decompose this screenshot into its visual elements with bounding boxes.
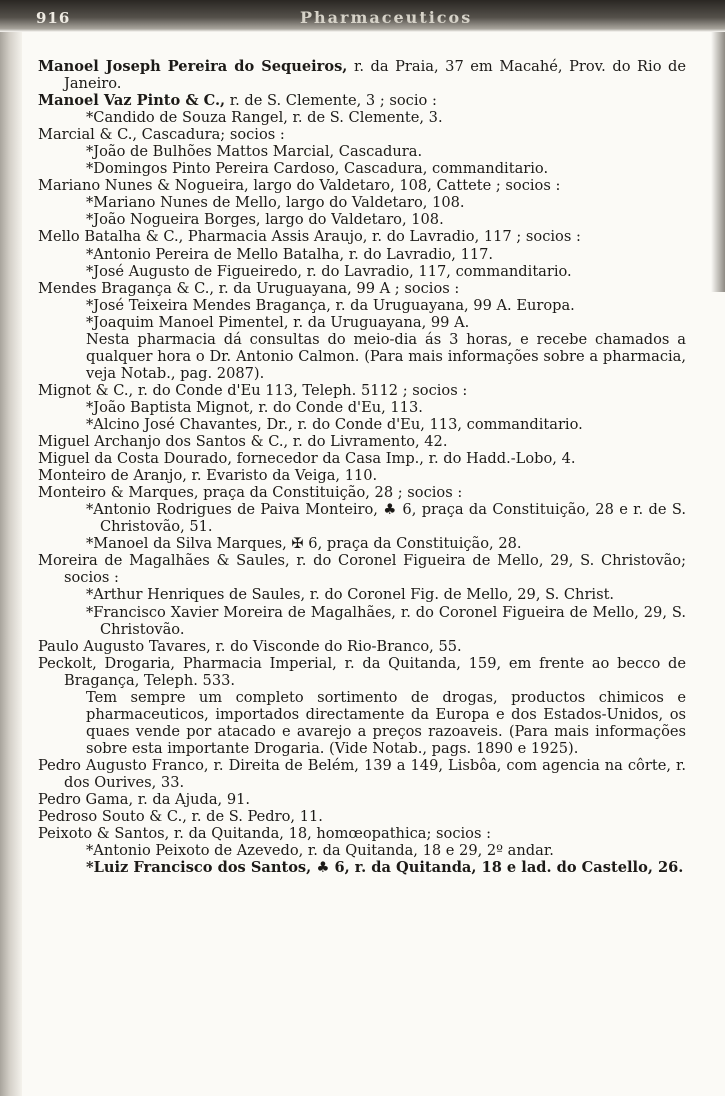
directory-entry bbox=[38, 92, 686, 109]
entry-details: Mendes Bragança & C., r. da Uruguayana, 99 A ; socios : bbox=[38, 279, 460, 297]
directory-entry bbox=[38, 655, 686, 689]
directory-entry bbox=[38, 791, 686, 808]
partner-entry: *Domingos Pinto Pereira Cardoso, Cascadura, commanditario. bbox=[86, 160, 549, 178]
directory-entry bbox=[38, 228, 686, 245]
directory-listing bbox=[38, 58, 686, 876]
entry-details: Miguel da Costa Dourado, fornecedor da Casa Imp., r. do Hadd.-Lobo, 4. bbox=[38, 450, 576, 468]
directory-entry bbox=[38, 280, 686, 297]
running-head: Pharmaceuticos bbox=[300, 8, 473, 27]
entry-details: Paulo Augusto Tavares, r. do Visconde do Rio-Branco, 55. bbox=[38, 637, 462, 655]
partner-entry: *Antonio Peixoto de Azevedo, r. da Quitanda, 18 e 29, 2º andar. bbox=[86, 842, 554, 860]
directory-entry bbox=[38, 177, 686, 194]
directory-entry bbox=[38, 757, 686, 791]
partner-entry: *João Nogueira Borges, largo do Valdetaro, 108. bbox=[86, 211, 444, 229]
binding-shadow bbox=[0, 32, 22, 1096]
entry-details: r. de S. Clemente, 3 ; socio : bbox=[225, 92, 437, 110]
partner-entry: *Alcino José Chavantes, Dr., r. do Conde d'Eu, 113, commanditario. bbox=[86, 415, 583, 433]
page-edge-shadow bbox=[711, 32, 725, 292]
page-number: 916 bbox=[36, 9, 71, 27]
entry-name: Manoel Vaz Pinto & C., bbox=[38, 92, 226, 110]
entry-note: Tem sempre um completo sortimento de drogas, productos chimicos e pharmaceuticos, importados directamente da Europa e dos Estados-Unidos, os quaes vende por atacado e avarejo a preços razoaveis. (Para mais informações sobre esta importante Drogaria. (Vide Notab., pags. 1890 e 1925). bbox=[86, 688, 686, 757]
entry-details: Pedro Augusto Franco, r. Direita de Belém, 139 a 149, Lisbôa, com agencia na côrte, r. dos Ourives, 33. bbox=[38, 756, 686, 791]
directory-entry bbox=[38, 467, 686, 484]
partner-entry: *Francisco Xavier Moreira de Magalhães, r. do Coronel Figueira de Mello, 29, S. Christovão. bbox=[86, 603, 686, 638]
entry-details: Mello Batalha & C., Pharmacia Assis Araujo, r. do Lavradio, 117 ; socios : bbox=[38, 228, 581, 246]
entry-details: Miguel Archanjo dos Santos & C., r. do Livramento, 42. bbox=[38, 433, 448, 451]
partner-entry: *João Baptista Mignot, r. do Conde d'Eu, 113. bbox=[86, 398, 423, 416]
entry-details: Marcial & C., Cascadura; socios : bbox=[38, 126, 285, 144]
page-header bbox=[0, 0, 725, 32]
directory-entry bbox=[38, 382, 686, 399]
partner-entry: *Antonio Rodrigues de Paiva Monteiro, ♣ 6, praça da Constituição, 28 e r. de S. Christovão, 51. bbox=[86, 501, 686, 536]
directory-entry bbox=[38, 126, 686, 143]
directory-entry bbox=[38, 808, 686, 825]
partner-entry: *José Teixeira Mendes Bragança, r. da Uruguayana, 99 A. Europa. bbox=[86, 296, 575, 314]
entry-details: Peckolt, Drogaria, Pharmacia Imperial, r. da Quitanda, 159, em frente ao becco de Bragança, Teleph. 533. bbox=[38, 654, 686, 689]
partner-entry: *Mariano Nunes de Mello, largo do Valdetaro, 108. bbox=[86, 194, 465, 212]
entry-details: Peixoto & Santos, r. da Quitanda, 18, homœopathica; socios : bbox=[38, 825, 492, 843]
directory-entry bbox=[38, 58, 686, 92]
directory-entry bbox=[38, 484, 686, 501]
directory-entry bbox=[38, 433, 686, 450]
entry-details: Pedroso Souto & C., r. de S. Pedro, 11. bbox=[38, 808, 323, 826]
partner-entry: *Antonio Pereira de Mello Batalha, r. do Lavradio, 117. bbox=[86, 245, 494, 263]
entry-details: Pedro Gama, r. da Ajuda, 91. bbox=[38, 791, 251, 809]
partner-entry: *Arthur Henriques de Saules, r. do Coronel Fig. de Mello, 29, S. Christ. bbox=[86, 586, 615, 604]
entry-details: Monteiro de Aranjo, r. Evaristo da Veiga, 110. bbox=[38, 467, 378, 485]
partner-entry: *José Augusto de Figueiredo, r. do Lavradio, 117, commanditario. bbox=[86, 262, 572, 280]
partner-entry: *Manoel da Silva Marques, ✠ 6, praça da Constituição, 28. bbox=[86, 535, 522, 553]
partner-entry: *Joaquim Manoel Pimentel, r. da Uruguayana, 99 A. bbox=[86, 313, 470, 331]
entry-name: Manoel Joseph Pereira do Sequeiros, bbox=[38, 58, 348, 75]
entry-details: r. da Praia, 37 em Macahé, Prov. do Rio de Janeiro. bbox=[64, 58, 687, 93]
directory-entry bbox=[38, 638, 686, 655]
entry-details: Moreira de Magalhães & Saules, r. do Coronel Figueira de Mello, 29, S. Christovão; socios : bbox=[38, 552, 686, 587]
entry-details: Mignot & C., r. do Conde d'Eu 113, Teleph. 5112 ; socios : bbox=[38, 381, 468, 399]
entry-details: Monteiro & Marques, praça da Constituição, 28 ; socios : bbox=[38, 484, 463, 502]
entry-details: Mariano Nunes & Nogueira, largo do Valdetaro, 108, Cattete ; socios : bbox=[38, 177, 561, 195]
partner-entry: *João de Bulhões Mattos Marcial, Cascadura. bbox=[86, 143, 423, 161]
partner-entry: *Luiz Francisco dos Santos, ♣ 6, r. da Quitanda, 18 e lad. do Castello, 26. bbox=[86, 859, 684, 877]
directory-entry bbox=[38, 450, 686, 467]
directory-entry bbox=[38, 552, 686, 586]
partner-entry: *Candido de Souza Rangel, r. de S. Clemente, 3. bbox=[86, 109, 443, 127]
directory-entry bbox=[38, 825, 686, 842]
entry-note: Nesta pharmacia dá consultas do meio-dia ás 3 horas, e recebe chamados a qualquer hora o Dr. Antonio Calmon. (Para mais informações sobre a pharmacia, veja Notab., pag. 2087). bbox=[86, 330, 686, 382]
